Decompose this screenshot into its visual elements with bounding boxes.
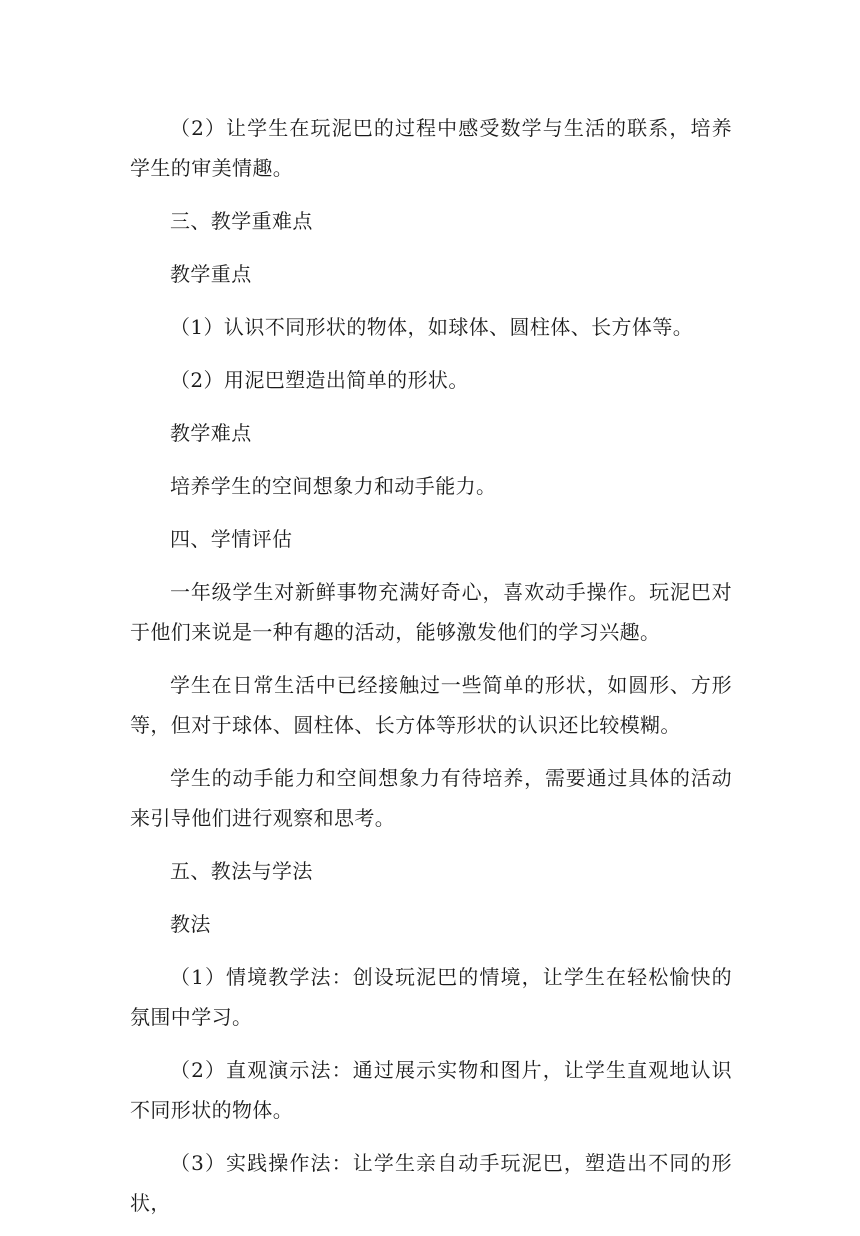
- document-page: [130, 108, 732, 1236]
- assessment-paragraph-1: 一年级学生对新鲜事物充满好奇心，喜欢动手操作。玩泥巴对于他们来说是一种有趣的活动，能够激发他们的学习兴趣。: [130, 580, 732, 644]
- assessment-paragraph-3: 学生的动手能力和空间想象力有待培养，需要通过具体的活动来引导他们进行观察和思考。: [130, 766, 732, 830]
- method-3-text: （3）实践操作法：让学生亲自动手玩泥巴，塑造出不同的形状，: [130, 1151, 732, 1215]
- subheading-key-points: 教学重点: [170, 262, 252, 286]
- assessment-paragraph-2: 学生在日常生活中已经接触过一些简单的形状，如圆形、方形等，但对于球体、圆柱体、长方体等形状的认识还比较模糊。: [130, 673, 732, 737]
- method-2-text: （2）直观演示法：通过展示实物和图片，让学生直观地认识不同形状的物体。: [130, 1058, 732, 1122]
- subheading-teaching-methods: 教法: [170, 912, 211, 936]
- section-heading-key-difficult-points: 三、教学重难点: [170, 209, 313, 233]
- section-heading-student-assessment: 四、学情评估: [170, 527, 293, 551]
- difficult-point-text: 培养学生的空间想象力和动手能力。: [170, 474, 497, 498]
- subheading-difficult-points: 教学难点: [170, 421, 252, 445]
- method-1-text: （1）情境教学法：创设玩泥巴的情境，让学生在轻松愉快的氛围中学习。: [130, 965, 732, 1029]
- objective-2-text: （2）让学生在玩泥巴的过程中感受数学与生活的联系，培养学生的审美情趣。: [130, 116, 732, 180]
- section-heading-methods: 五、教法与学法: [170, 859, 313, 883]
- key-point-1-text: （1）认识不同形状的物体，如球体、圆柱体、长方体等。: [170, 315, 694, 339]
- key-point-2-text: （2）用泥巴塑造出简单的形状。: [170, 368, 469, 392]
